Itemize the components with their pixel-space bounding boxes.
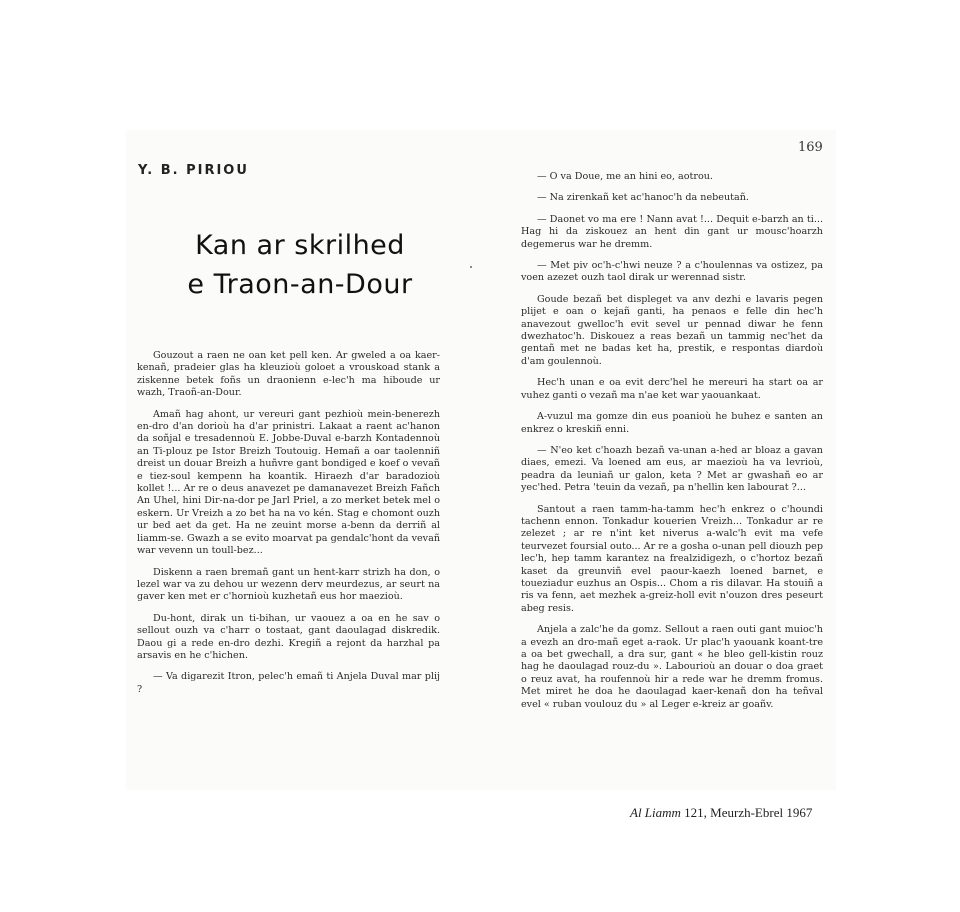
paragraph: Gouzout a raen ne oan ket pell ken. Ar gweled a oa kaer-kenañ, pradeier glas ha kleuzioù goloet a vrouskoad stank a ziskenne betek foñs un draonienn e-lec'h ma hiboude ur wazh, Traoñ-an-Dour. <box>137 350 440 399</box>
speck <box>470 266 472 268</box>
paragraph: Anjela a zalc'he da gomz. Sellout a raen outi gant muioc'h a evezh an dro-mañ eget a-raok. Ur plac'h yaouank koant-tre a oa bet gwechall, a dra sur, gant « he bleo gell-kistin rouz hag he daoulagad rouz-du ». Labourioù an douar o doa graet o reuz avat, ha roufennoù hir a rede war he dremm fromus. Met miret he doa he daoulagad kaer-kenañ don ha teñval evel « ruban voulouz du » al Leger e-kreiz ar goañv. <box>521 624 823 710</box>
left-column <box>137 350 440 705</box>
paragraph: Amañ hag ahont, ur vereuri gant pezhioù mein-benerezh en-dro d'an dorioù ha d'ar prinistri. Lakaat a raent ac'hanon da soñjal e tresadennoù E. Jobbe-Duval e-barzh Kontadennoù an Ti-plouz pe Istor Breizh Toutouig. Hemañ a oar taolenniñ dreist un douar Breizh a huñvre gant bondiged e koef o vevañ e tiez-soul kempenn ha koantik. Hiraezh d'ar baradozioù kollet !... Ar re o deus anavezet pe damanavezet Breizh Fañch An Uhel, hini Dir-na-dor pe Jarl Priel, a zo merket betek mel o eskern. Ur Vreizh a zo bet ha na vo kén. Stag e chomont ouzh ur bed aet da get. Ha ne zeuint morse a-benn da derriñ al liamm-se. Gwazh a se evito moarvat pa gendalc'hont da vevañ war vevenn un toull-bez... <box>137 408 440 557</box>
title-line-2: e Traon-an-Dour <box>187 269 413 300</box>
journal-name: Al Liamm <box>630 805 681 820</box>
title-line-1: Kan ar skrilhed <box>195 230 405 261</box>
paragraph: Du-hont, dirak un ti-bihan, ur vaouez a oa en he sav o sellout ouzh va c'harr o tostaat, gant daoulagad diskredik. Daou gi a rede en-dro dezhi. Kregiñ a rejont da harzhal pa arsavis en he c'hichen. <box>137 612 440 661</box>
paragraph: — Met piv oc'h-c'hwi neuze ? a c'houlennas va ostizez, pa voen azezet ouzh taol dirak ur werennad sistr. <box>521 260 823 284</box>
paragraph: Santout a raen tamm-ha-tamm hec'h enkrez o c'houndi tachenn ennon. Tonkadur kouerien Vreizh... Tonkadur ar re zelezet ; ar re n'int ket niverus a-walc'h evit ma vefe teurvezet foursial outo... Ar re a gosha o-unan pell diouzh pep lec'h, hep tamm karantez na frealzidigezh, o c'hortoz bezañ kaset da greunviñ evel paour-kaezh loened barnet, e toueziadur euzhus an Ospis... Chom a ris dilavar. Ha stouiñ a ris va fenn, aet mezhek a-greiz-holl evit n'ouzon dres peseurt abeg resis. <box>521 503 823 614</box>
issue-info: 121, Meurzh-Ebrel 1967 <box>680 805 813 820</box>
paragraph: — Va digarezit Itron, pelec'h emañ ti Anjela Duval mar plij ? <box>137 671 440 695</box>
paragraph: — Daonet vo ma ere ! Nann avat !... Dequit e-barzh an ti... Hag hi da ziskouez an hent din gant ur mousc'hoarzh degemerus war he dremm. <box>521 213 823 250</box>
author-name: Y. B. PIRIOU <box>138 163 249 178</box>
paragraph: Diskenn a raen bremañ gant un hent-karr strizh ha don, o lezel war va zu dehou ur wezenn derv meurdezus, ar seurt na gaver ken met er c'hornioù kuzhetañ eus hor maezioù. <box>137 566 440 603</box>
paragraph: Hec'h unan e oa evit derc'hel he mereuri ha start oa ar vuhez ganti o vezañ ma n'ae ket war yaouankaat. <box>521 377 823 401</box>
paragraph: — O va Doue, me an hini eo, aotrou. <box>537 171 713 182</box>
paragraph: — N'eo ket c'hoazh bezañ va-unan a-hed ar bloaz a gavan diaes, emezi. Va loened am eus, ar maezioù ha va levrioù, peadra da leuniañ ur galon, keta ? Met ar gwashañ eo ar yec'hed. Petra 'teuin da vezañ, pa n'hellin ken labourat ?... <box>521 444 823 494</box>
right-column <box>521 171 823 720</box>
source-citation <box>630 805 812 821</box>
article-title <box>150 226 450 304</box>
paragraph: Goude bezañ bet displeget va anv dezhi e lavaris pegen plijet e oan o kejañ ganti, ha penaos e felle din hec'h anavezout gwelloc'h evit sevel ur pennad diwar he fenn dwezhatoc'h. Diskouez a reas bezañ un tammig nec'het da gentañ met ne badas ket ha, prestik, e respontas diardoù d'am goulennoù. <box>521 293 823 367</box>
paragraph: — Na zirenkañ ket ac'hanoc'h da nebeutañ. <box>537 192 749 204</box>
paragraph: A-vuzul ma gomze din eus poanioù he buhez e santen an enkrez o kreskiñ enni. <box>521 411 823 435</box>
page-number: 169 <box>798 140 823 155</box>
